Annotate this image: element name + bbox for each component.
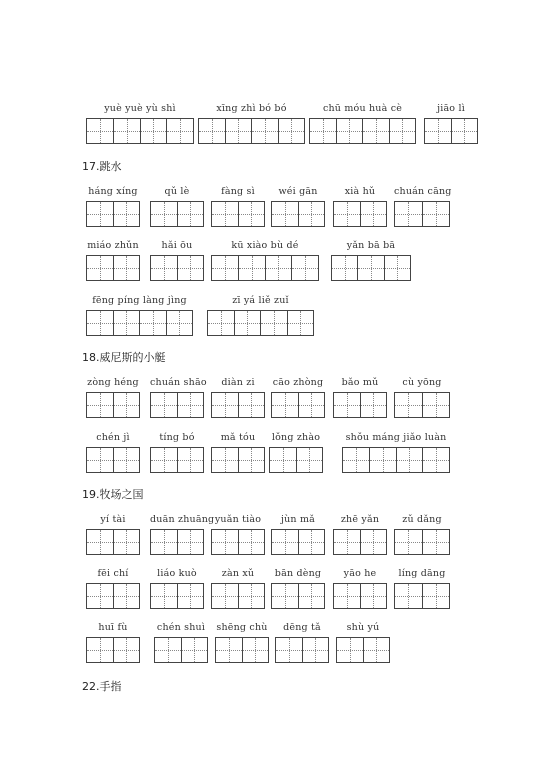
tianzige-grid[interactable] bbox=[211, 201, 265, 227]
tianzige-grid[interactable] bbox=[424, 118, 478, 144]
word-item bbox=[86, 622, 140, 664]
word-item bbox=[424, 103, 478, 145]
word-item bbox=[331, 240, 411, 282]
word-item bbox=[394, 377, 450, 419]
tianzige-grid[interactable] bbox=[86, 392, 140, 418]
tianzige-grid[interactable] bbox=[154, 637, 208, 663]
pinyin-label: huī fù bbox=[98, 622, 128, 633]
tianzige-grid[interactable] bbox=[86, 637, 140, 663]
pinyin-label: bān dèng bbox=[274, 568, 322, 579]
pinyin-label: tíng bó bbox=[159, 432, 195, 443]
tianzige-grid[interactable] bbox=[309, 118, 416, 144]
word-item bbox=[86, 377, 140, 419]
word-item bbox=[275, 622, 329, 664]
pinyin-label: yǎn bā bā bbox=[346, 240, 396, 251]
pinyin-label: líng dāng bbox=[398, 568, 446, 579]
tianzige-grid[interactable] bbox=[211, 392, 265, 418]
tianzige-grid[interactable] bbox=[275, 637, 329, 663]
pinyin-label: shù yú bbox=[346, 622, 380, 633]
pinyin-label: diàn zi bbox=[221, 377, 255, 388]
word-item bbox=[86, 103, 194, 145]
pinyin-label: háng xíng bbox=[88, 186, 138, 197]
word-item bbox=[394, 514, 450, 556]
tianzige-grid[interactable] bbox=[211, 529, 265, 555]
pinyin-label: lǒng zhào bbox=[271, 432, 321, 443]
tianzige-grid[interactable] bbox=[271, 529, 325, 555]
tianzige-grid[interactable] bbox=[211, 447, 265, 473]
tianzige-grid[interactable] bbox=[394, 392, 450, 418]
pinyin-label: yuè yuè yù shì bbox=[104, 103, 176, 114]
word-item bbox=[150, 377, 207, 419]
section-heading-17: 17.跳水 bbox=[82, 160, 122, 173]
tianzige-grid[interactable] bbox=[198, 118, 305, 144]
pinyin-label: jiāo lì bbox=[437, 103, 465, 114]
pinyin-label: mǎ tóu bbox=[220, 432, 256, 443]
tianzige-grid[interactable] bbox=[86, 118, 194, 144]
section-heading-19: 19.牧场之国 bbox=[82, 488, 144, 501]
section-heading-22: 22.手指 bbox=[82, 680, 122, 693]
tianzige-grid[interactable] bbox=[333, 392, 387, 418]
tianzige-grid[interactable] bbox=[394, 201, 450, 227]
word-item bbox=[342, 432, 450, 474]
word-item bbox=[333, 186, 387, 228]
word-item bbox=[86, 432, 140, 474]
tianzige-grid[interactable] bbox=[211, 583, 265, 609]
pinyin-label: xīng zhì bó bó bbox=[216, 103, 287, 114]
tianzige-grid[interactable] bbox=[269, 447, 323, 473]
tianzige-grid[interactable] bbox=[394, 583, 450, 609]
pinyin-label: yí tài bbox=[100, 514, 126, 525]
word-item bbox=[86, 568, 140, 610]
word-item bbox=[215, 622, 269, 664]
tianzige-grid[interactable] bbox=[271, 201, 325, 227]
pinyin-label: bǎo mǔ bbox=[341, 377, 379, 388]
tianzige-grid[interactable] bbox=[215, 637, 269, 663]
pinyin-label: cāo zhòng bbox=[272, 377, 324, 388]
word-item bbox=[150, 432, 204, 474]
pinyin-label: zàn xǔ bbox=[221, 568, 255, 579]
word-item bbox=[271, 377, 325, 419]
tianzige-grid[interactable] bbox=[150, 255, 204, 281]
word-item bbox=[207, 295, 314, 337]
word-item bbox=[333, 377, 387, 419]
word-item bbox=[86, 240, 140, 282]
tianzige-grid[interactable] bbox=[333, 201, 387, 227]
pinyin-label: fàng sì bbox=[221, 186, 255, 197]
pinyin-label: duān zhuāng bbox=[150, 514, 215, 525]
word-item bbox=[333, 514, 387, 556]
tianzige-grid[interactable] bbox=[86, 447, 140, 473]
word-item bbox=[333, 568, 387, 610]
word-item bbox=[86, 186, 140, 228]
tianzige-grid[interactable] bbox=[150, 583, 204, 609]
tianzige-grid[interactable] bbox=[150, 529, 204, 555]
pinyin-label: yuǎn tiào bbox=[214, 514, 262, 525]
pinyin-label: shēng chù bbox=[216, 622, 268, 633]
word-item bbox=[394, 186, 450, 228]
pinyin-label: wéi gān bbox=[278, 186, 318, 197]
pinyin-label: chén shuì bbox=[156, 622, 206, 633]
pinyin-label: fēng píng làng jìng bbox=[92, 295, 187, 306]
pinyin-label: zǔ dǎng bbox=[402, 514, 442, 525]
section-heading-18: 18.威尼斯的小艇 bbox=[82, 351, 166, 364]
pinyin-label: zī yá liě zuǐ bbox=[232, 295, 289, 306]
pinyin-label: hǎi ōu bbox=[161, 240, 193, 251]
tianzige-grid[interactable] bbox=[271, 583, 325, 609]
tianzige-grid[interactable] bbox=[150, 447, 204, 473]
tianzige-grid[interactable] bbox=[86, 583, 140, 609]
word-item bbox=[211, 432, 265, 474]
tianzige-grid[interactable] bbox=[342, 447, 450, 473]
word-item bbox=[211, 377, 265, 419]
tianzige-grid[interactable] bbox=[150, 392, 204, 418]
pinyin-label: chuán cāng bbox=[394, 186, 452, 197]
pinyin-label: cù yōng bbox=[402, 377, 442, 388]
word-item bbox=[86, 295, 193, 337]
tianzige-grid[interactable] bbox=[86, 310, 193, 336]
pinyin-label: qǔ lè bbox=[164, 186, 190, 197]
word-item bbox=[336, 622, 390, 664]
tianzige-grid[interactable] bbox=[333, 529, 387, 555]
tianzige-grid[interactable] bbox=[331, 255, 411, 281]
word-item bbox=[211, 240, 319, 282]
word-item bbox=[211, 186, 265, 228]
pinyin-label: liáo kuò bbox=[157, 568, 197, 579]
tianzige-grid[interactable] bbox=[86, 201, 140, 227]
pinyin-label: miáo zhǔn bbox=[87, 240, 139, 251]
word-item bbox=[309, 103, 416, 145]
word-item bbox=[150, 568, 204, 610]
word-item bbox=[211, 514, 265, 556]
word-item bbox=[211, 568, 265, 610]
tianzige-grid[interactable] bbox=[86, 529, 140, 555]
tianzige-grid[interactable] bbox=[211, 255, 319, 281]
word-item bbox=[150, 240, 204, 282]
pinyin-label: xià hǔ bbox=[344, 186, 376, 197]
word-item bbox=[154, 622, 208, 664]
tianzige-grid[interactable] bbox=[336, 637, 390, 663]
word-item bbox=[86, 514, 140, 556]
word-item bbox=[269, 432, 323, 474]
pinyin-label: yāo he bbox=[343, 568, 377, 579]
pinyin-label: chū móu huà cè bbox=[322, 103, 403, 114]
pinyin-label: chén jì bbox=[96, 432, 130, 443]
word-item bbox=[394, 568, 450, 610]
pinyin-label: fēi chí bbox=[97, 568, 129, 579]
pinyin-label: zhē yǎn bbox=[340, 514, 380, 525]
tianzige-grid[interactable] bbox=[86, 255, 140, 281]
tianzige-grid[interactable] bbox=[394, 529, 450, 555]
pinyin-label: shǒu máng jiǎo luàn bbox=[345, 432, 447, 443]
pinyin-label: chuán shāo bbox=[150, 377, 207, 388]
tianzige-grid[interactable] bbox=[333, 583, 387, 609]
word-item bbox=[271, 514, 325, 556]
word-item bbox=[271, 568, 325, 610]
word-item bbox=[198, 103, 305, 145]
tianzige-grid[interactable] bbox=[271, 392, 325, 418]
pinyin-label: jùn mǎ bbox=[280, 514, 316, 525]
pinyin-label: dēng tǎ bbox=[283, 622, 321, 633]
word-item bbox=[150, 186, 204, 228]
pinyin-label: zòng héng bbox=[87, 377, 139, 388]
word-item bbox=[271, 186, 325, 228]
tianzige-grid[interactable] bbox=[150, 201, 204, 227]
word-item bbox=[150, 514, 215, 556]
tianzige-grid[interactable] bbox=[207, 310, 314, 336]
pinyin-label: kū xiào bù dé bbox=[231, 240, 299, 251]
